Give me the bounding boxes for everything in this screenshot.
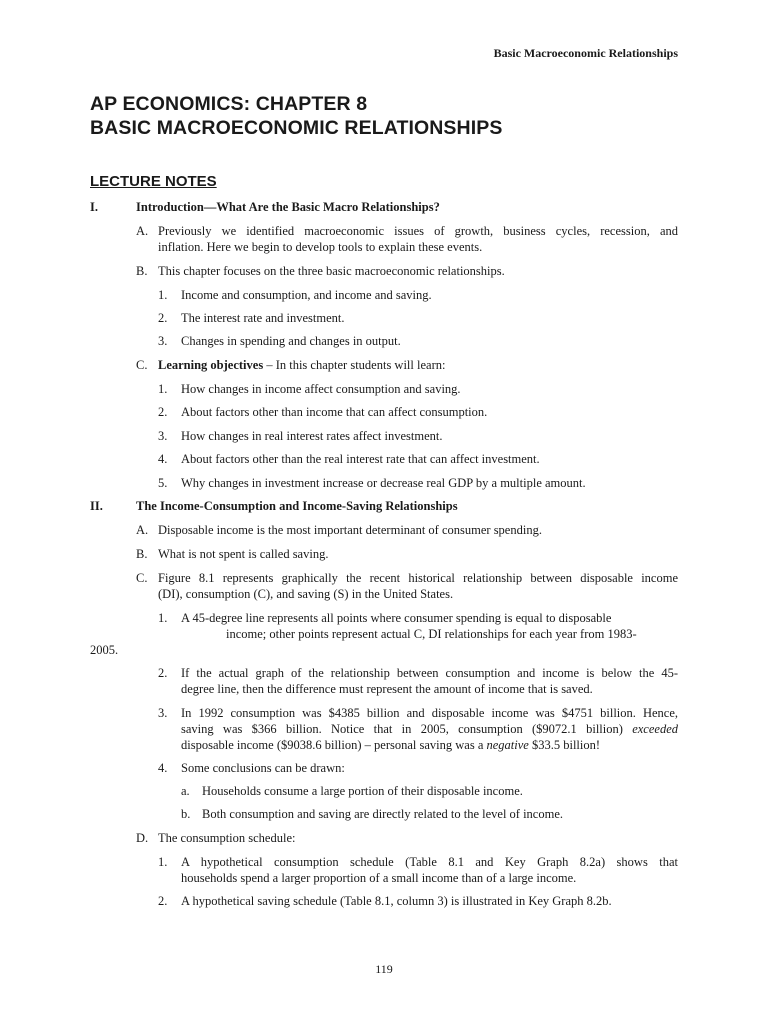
negative-emphasis: negative <box>486 738 529 752</box>
s2-a-text: Disposable income is the most important determinant of consumer spending. <box>158 523 542 537</box>
list-item: Income and consumption, and income and saving. <box>181 288 432 302</box>
s2-c3-line-3-a: disposable income ($9038.6 billion) – personal saving was a <box>181 738 484 752</box>
list-item: Why changes in investment increase or decrease real GDP by a multiple amount. <box>181 476 586 490</box>
sub-item-letter: a. <box>181 784 190 798</box>
sub-item: Households consume a large portion of their disposable income. <box>202 784 523 798</box>
title-line-1: AP ECONOMICS: CHAPTER 8 <box>90 93 368 115</box>
s2-c1-line-2: income; other points represent actual C, DI relationships for each year from 1983- <box>226 627 637 641</box>
s2-d-text: The consumption schedule: <box>158 831 296 845</box>
s1-b-text: This chapter focuses on the three basic macroeconomic relationships. <box>158 264 505 278</box>
running-header: Basic Macroeconomic Relationships <box>493 46 678 60</box>
page-number: 119 <box>375 962 393 976</box>
s2-d2-text: A hypothetical saving schedule (Table 8.1, column 3) is illustrated in Key Graph 8.2b. <box>181 894 612 908</box>
list-item-number: 2. <box>158 311 168 325</box>
s2-c3-line-2 <box>181 721 678 737</box>
s2-c3-line-3-b: $33.5 billion! <box>531 738 601 752</box>
learning-objectives-label: Learning objectives <box>158 358 264 372</box>
section-2-heading: The Income-Consumption and Income-Saving Relationships <box>136 499 458 513</box>
s1-a-line-2: inflation. Here we begin to develop tools to explain these events. <box>158 240 483 254</box>
s1-a-line-1: Previously we identified macroeconomic issues of growth, business cycles, recession, and <box>158 224 678 238</box>
title-line-2: BASIC MACROECONOMIC RELATIONSHIPS <box>90 117 503 139</box>
list-item-number: 3. <box>158 334 168 348</box>
s2-a-label: A. <box>136 523 149 537</box>
section-2-number: II. <box>90 499 103 513</box>
s2-c-line-1: Figure 8.1 represents graphically the recent historical relationship between disposable income <box>158 571 678 585</box>
section-1-heading: Introduction—What Are the Basic Macro Relationships? <box>136 200 440 214</box>
section-1-number: I. <box>90 200 98 214</box>
list-item: About factors other than income that can affect consumption. <box>181 405 488 419</box>
s2-c2-line-2: degree line, then the difference must represent the amount of income that is saved. <box>181 682 593 696</box>
list-item-number: 1. <box>158 382 168 396</box>
list-item-number: 2. <box>158 666 168 680</box>
list-item: How changes in income affect consumption and saving. <box>181 382 461 396</box>
s2-d1-line-2: households spend a larger proportion of a small income than of a large income. <box>181 871 577 885</box>
list-item-number: 4. <box>158 452 168 466</box>
list-item-number: 3. <box>158 706 168 720</box>
s2-c3-line-1: In 1992 consumption was $4385 billion and disposable income was $4751 billion. Hence, <box>181 706 678 720</box>
list-item-number: 2. <box>158 894 168 908</box>
lecture-notes-heading: LECTURE NOTES <box>90 173 217 190</box>
sub-item: Both consumption and saving are directly related to the level of income. <box>202 807 564 821</box>
exceeded-emphasis: exceeded <box>632 722 678 736</box>
list-item-number: 5. <box>158 476 168 490</box>
s2-c1-line-3: 2005. <box>90 643 119 657</box>
s1-c-label: C. <box>136 358 148 372</box>
list-item-number: 4. <box>158 761 168 775</box>
list-item: The interest rate and investment. <box>181 311 345 325</box>
list-item-number: 1. <box>158 855 168 869</box>
s1-a-label: A. <box>136 224 149 238</box>
s2-d-label: D. <box>136 831 149 845</box>
list-item: Changes in spending and changes in output. <box>181 334 401 348</box>
list-item: About factors other than the real interest rate that can affect investment. <box>181 452 540 466</box>
s1-c-text <box>158 357 445 373</box>
list-item-number: 1. <box>158 611 168 625</box>
s2-b-text: What is not spent is called saving. <box>158 547 329 561</box>
s2-c-label: C. <box>136 571 148 585</box>
list-item-number: 2. <box>158 405 168 419</box>
list-item-number: 1. <box>158 288 168 302</box>
list-item: How changes in real interest rates affect investment. <box>181 429 443 443</box>
s1-b-label: B. <box>136 264 148 278</box>
s2-c1-line-1: A 45-degree line represents all points where consumer spending is equal to disposable <box>181 611 612 625</box>
sub-item-letter: b. <box>181 807 191 821</box>
s2-c3-line-3 <box>181 737 600 753</box>
s2-c3-line-2-text: saving was $366 billion. Notice that in 2005, consumption ($9072.1 billion) <box>181 722 623 736</box>
s2-d1-line-1: A hypothetical consumption schedule (Table 8.1 and Key Graph 8.2a) shows that <box>181 855 678 869</box>
page-title <box>90 92 690 140</box>
s2-c4-text: Some conclusions can be drawn: <box>181 761 345 775</box>
s2-c-line-2: (DI), consumption (C), and saving (S) in the United States. <box>158 587 454 601</box>
learning-objectives-rest: – In this chapter students will learn: <box>263 358 446 372</box>
list-item-number: 3. <box>158 429 168 443</box>
s2-b-label: B. <box>136 547 148 561</box>
s2-c2-line-1: If the actual graph of the relationship between consumption and income is below the 45- <box>181 666 678 680</box>
